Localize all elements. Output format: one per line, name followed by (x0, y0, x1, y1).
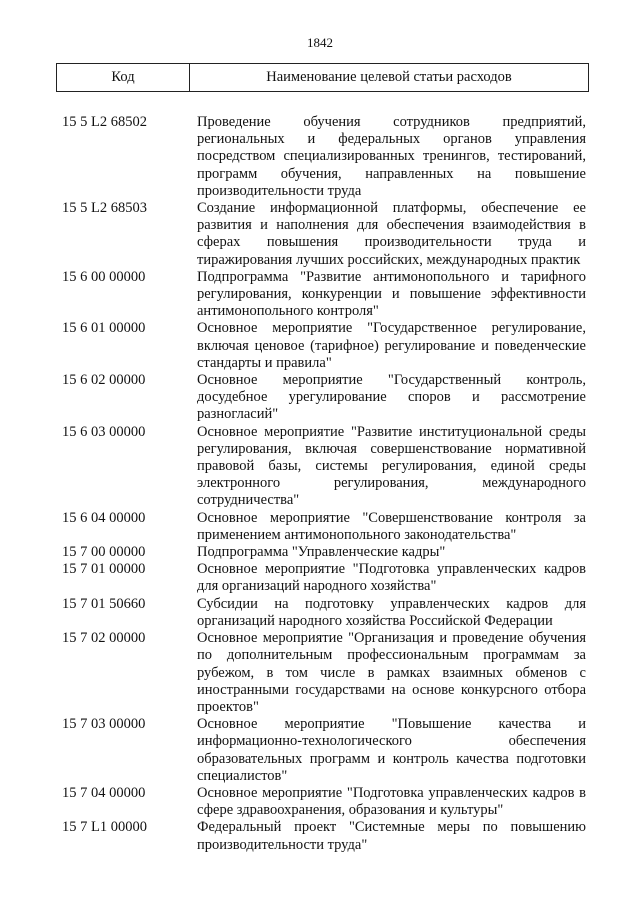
table-row (62, 424, 586, 510)
table-row (62, 114, 586, 200)
table-row (62, 561, 586, 595)
table-row (62, 819, 586, 853)
table-row (62, 785, 586, 819)
table-row (62, 510, 586, 544)
column-header-name: Наименование целевой статьи расходов (266, 69, 512, 85)
table-header (56, 63, 589, 92)
row-name: Подпрограмма "Развитие антимонопольного и тарифного регулирования, конкуренции и повышение эффективности антимонопольного контроля" (197, 268, 586, 320)
row-code: 15 5 L2 68503 (62, 200, 147, 217)
row-name: Основное мероприятие "Организация и проведение обучения по дополнительным профессиональным программам за рубежом, в том числе в рамках взаимных обменов с иностранными государствами на основе конкурсного отбора проектов" (197, 630, 586, 715)
table-row (62, 372, 586, 424)
row-name: Создание информационной платформы, обеспечение ее развития и наполнения для обеспечения взаимодействия в сферах повышения производительности труда и тиражирования лучших российских, международных практик (197, 200, 586, 268)
row-code: 15 5 L2 68502 (62, 114, 147, 130)
row-code: 15 6 01 00000 (62, 320, 146, 337)
row-code: 15 7 01 50660 (62, 595, 146, 612)
row-name: Основное мероприятие "Развитие институциональной среды регулирования, включая совершенствование нормативной правовой базы, системы регулирования, единой среды электронного регулирования, международного сотрудничества" (197, 423, 586, 509)
table-row (62, 630, 586, 716)
row-code: 15 7 01 00000 (62, 561, 146, 578)
row-name: Основное мероприятие "Подготовка управленческих кадров в сфере здравоохранения, образования и культуры" (197, 784, 586, 819)
table-row (62, 716, 586, 785)
row-name: Основное мероприятие "Подготовка управленческих кадров для организаций народного хозяйства" (197, 561, 586, 595)
row-name: Основное мероприятие "Совершенствование контроля за применением антимонопольного законодательства" (197, 509, 586, 543)
table-row (62, 596, 586, 630)
column-header-code: Код (57, 64, 190, 91)
row-name: Основное мероприятие "Повышение качества и информационно-технологического обеспечения образовательных программ и контроль качества подготовки специалистов" (197, 716, 586, 784)
table-row (62, 200, 586, 269)
row-code: 15 6 00 00000 (62, 268, 146, 285)
page-number: 1842 (307, 35, 333, 50)
row-name: Федеральный проект "Системные меры по повышению производительности труда" (197, 819, 586, 853)
row-name: Основное мероприятие "Государственный контроль, досудебное урегулирование споров и рассмотрение разногласий" (197, 372, 586, 423)
row-code: 15 7 02 00000 (62, 630, 146, 647)
row-name: Субсидии на подготовку управленческих кадров для организаций народного хозяйства Российской Федерации (197, 595, 586, 629)
table-row (62, 269, 586, 321)
row-code: 15 6 03 00000 (62, 423, 146, 440)
table-row (62, 320, 586, 372)
row-name: Подпрограмма "Управленческие кадры" (197, 544, 446, 561)
row-code: 15 6 02 00000 (62, 372, 146, 389)
row-name: Основное мероприятие "Государственное регулирование, включая ценовое (тарифное) регулирование и поведенческие стандарты и правила" (197, 320, 586, 371)
row-code: 15 6 04 00000 (62, 509, 146, 526)
row-code: 15 7 00 00000 (62, 544, 146, 561)
row-code: 15 7 04 00000 (62, 784, 146, 801)
table-body (62, 114, 586, 854)
row-code: 15 7 L1 00000 (62, 819, 147, 836)
row-name: Проведение обучения сотрудников предприятий, региональных и федеральных органов управления посредством специализированных тренингов, тестирований, программ обучения, направленных на повышение производительности труда (197, 114, 586, 199)
table-row (62, 544, 586, 561)
row-code: 15 7 03 00000 (62, 716, 146, 733)
